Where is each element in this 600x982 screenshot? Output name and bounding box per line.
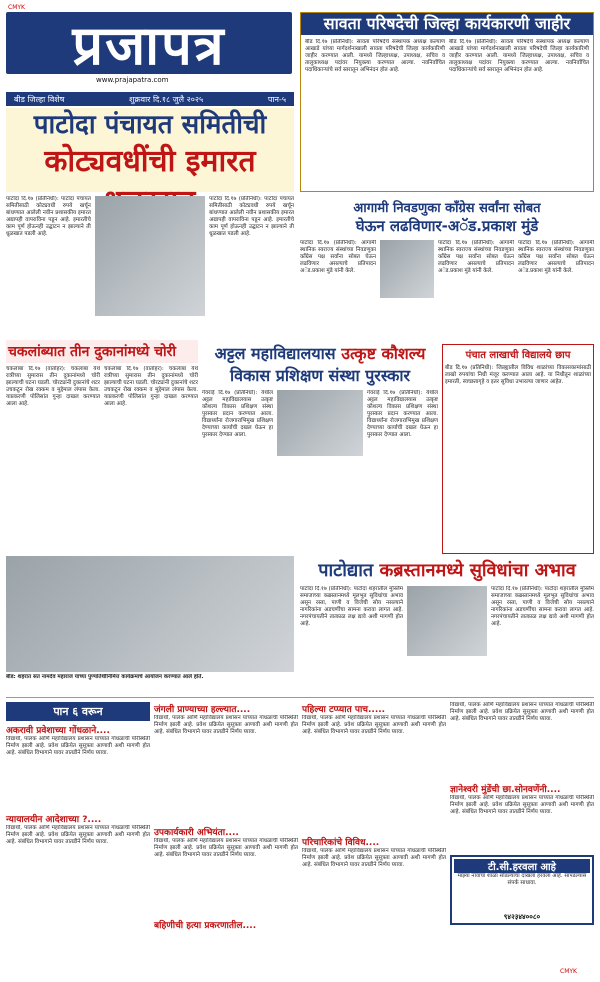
side-box-title: पंचात लाखाची विद्यालये छाप	[465, 350, 571, 361]
story-2	[300, 198, 594, 338]
story-1-body: पाटोदा दि.१७ (प्रतिनिधी): पाटोदा पंचायत समितीसाठी कोट्यवधी रुपये खर्चून बांधण्यात आलेली नवीन प्रशासकीय इमारत अद्यापही वापराविना पडून आहे. इमारतीचे काम पूर्ण होऊनही उद्घाटन न झाल्याने ती धूळखात पडली आहे.	[209, 196, 294, 237]
divider	[6, 697, 594, 698]
story-3-body: चकलांबा दि.१७ (वार्ताहर): चकलांबा येथे रात्रीच्या सुमारास तीन दुकानांमध्ये चोरी झाल्याची घटना घडली. चोरट्यांनी दुकानांचे शटर उचकटून रोख रक्कम व मुद्देमाल लंपास केला. याप्रकरणी पोलिसांत गुन्हा दाखल करण्यात आला आहे.	[6, 366, 100, 407]
continued-body: विद्यार्थी, पालक आणि महाविद्यालय प्रशासन यांच्यात गोंधळाची परिस्थिती निर्माण झाली आहे. प्रवेश प्रक्रियेत सुसूत्रता आणावी अशी मागणी होत आहे. संबंधित विभागाने यावर तातडीने निर्णय घ्यावा.	[302, 715, 446, 735]
continued-body: विद्यार्थी, पालक आणि महाविद्यालय प्रशासन यांच्यात गोंधळाची परिस्थिती निर्माण झाली आहे. प्रवेश प्रक्रियेत सुसूत्रता आणावी अशी मागणी होत आहे. संबंधित विभागाने यावर तातडीने निर्णय घ्यावा.	[6, 736, 150, 756]
continued-body: विद्यार्थी, पालक आणि महाविद्यालय प्रशासन यांच्यात गोंधळाची परिस्थिती निर्माण झाली आहे. प्रवेश प्रक्रियेत सुसूत्रता आणावी अशी मागणी होत आहे. संबंधित विभागाने यावर तातडीने निर्णय घ्यावा.	[450, 795, 594, 815]
side-box-body: बीड दि.१७ (प्रतिनिधी): जिल्ह्यातील विविध शाळांच्या विकासकामांसाठी लाखो रुपयांचा निधी मंजूर करण्यात आला आहे. या निधीतून शाळांच्या इमारती, स्वच्छतागृहे व इतर सुविधा उभारल्या जाणार आहेत.	[445, 365, 591, 385]
ad-phone: ९४२३४४००८०	[503, 913, 541, 921]
headline-1	[6, 108, 294, 192]
continuation-section	[6, 702, 594, 972]
side-box	[442, 344, 594, 554]
top-story-body: बीड दि.१७ (प्रतिनिधी): सावता परिषदेचे संस्थापक अध्यक्ष कल्याण आखाडे यांच्या मार्गदर्शनाखाली सावता परिषदेची जिल्हा कार्यकारिणी जाहीर करण्यात आली. यामध्ये जिल्हाध्यक्ष, उपाध्यक्ष, सचिव व तालुकाध्यक्ष पदांवर नियुक्त्या करण्यात आल्या. नवनिर्वाचित पदाधिकाऱ्यांचे सर्व स्तरातून अभिनंदन होत आहे.	[449, 39, 589, 73]
page-number: पान-५	[267, 94, 286, 104]
classified-ad	[450, 855, 594, 925]
portrait-photo	[380, 240, 434, 298]
ad-title: टी.सी.हरवला आहे	[454, 859, 590, 873]
top-story-title: सावता परिषदेची जिल्हा कार्यकारणी जाहीर	[301, 13, 593, 35]
top-story	[300, 12, 594, 192]
headline-4-b: उत्कृष्ट कौशल्य	[341, 344, 426, 363]
edition-stripe	[6, 92, 294, 106]
continued-body: विद्यार्थी, पालक आणि महाविद्यालय प्रशासन यांच्यात गोंधळाची परिस्थिती निर्माण झाली आहे. प्रवेश प्रक्रियेत सुसूत्रता आणावी अशी मागणी होत आहे. संबंधित विभागाने यावर तातडीने निर्णय घ्यावा.	[302, 848, 446, 868]
headline-5-a: पाटोद्यात	[318, 560, 374, 581]
building-photo	[95, 196, 205, 316]
cmyk-mark: CMYK	[560, 968, 577, 975]
edition-date: शुक्रवार दि.१८ जुलै २०२५	[129, 94, 204, 104]
graveyard-photo	[407, 586, 487, 656]
story-1-body: पाटोदा दि.१७ (प्रतिनिधी): पाटोदा पंचायत समितीसाठी कोट्यवधी रुपये खर्चून बांधण्यात आलेली नवीन प्रशासकीय इमारत अद्यापही वापराविना पडून आहे. इमारतीचे काम पूर्ण होऊनही उद्घाटन न झाल्याने ती धूळखात पडली आहे.	[6, 196, 91, 237]
continued-title-7: परिचारिकांचे विविध....	[302, 838, 380, 848]
story-2-body: पाटोदा दि.१७ (प्रतिनिधी): आगामी स्थानिक स्वराज्य संस्थांच्या निवडणुका काँग्रेस पक्ष सर्वांना सोबत घेऊन लढविणार असल्याचे प्रतिपादन अॅड.प्रकाश मुंडे यांनी केले.	[300, 240, 376, 274]
continued-title-8: ज्ञानेश्वरी मुंडेंची छा.सोनवणेंनी....	[450, 785, 561, 795]
continued-body: विद्यार्थी, पालक आणि महाविद्यालय प्रशासन यांच्यात गोंधळाची परिस्थिती निर्माण झाली आहे. प्रवेश प्रक्रियेत सुसूत्रता आणावी अशी मागणी होत आहे. संबंधित विभागाने यावर तातडीने निर्णय घ्यावा.	[450, 702, 594, 722]
cmyk-mark: CMYK	[8, 4, 25, 11]
website-url[interactable]: www.prajapatra.com	[96, 76, 169, 84]
continued-body: विद्यार्थी, पालक आणि महाविद्यालय प्रशासन यांच्यात गोंधळाची परिस्थिती निर्माण झाली आहे. प्रवेश प्रक्रियेत सुसूत्रता आणावी अशी मागणी होत आहे. संबंधित विभागाने यावर तातडीने निर्णय घ्यावा.	[154, 715, 298, 735]
continued-title-5: बहिणीची हत्या प्रकरणातील....	[154, 921, 257, 931]
headline-4-a: अट्टल महाविद्यालयास	[214, 344, 336, 363]
masthead	[6, 12, 292, 88]
story-5-body: पाटोदा दि.१७ (प्रतिनिधी): पाटोदा शहरातील मुस्लिम समाजाच्या कब्रस्तानमध्ये मूलभूत सुविधांचा अभाव असून रस्ता, पाणी व विजेची सोय नसल्याने नागरिकांना अडचणींचा सामना करावा लागत आहे. नगरपंचायतीने तात्काळ लक्ष द्यावे अशी मागणी होत आहे.	[491, 586, 594, 627]
headline-5-b: कब्रस्तानमध्ये सुविधांचा अभाव	[379, 560, 576, 581]
award-photo	[277, 390, 363, 456]
story-5	[300, 558, 594, 694]
story-2-body: पाटोदा दि.१७ (प्रतिनिधी): आगामी स्थानिक स्वराज्य संस्थांच्या निवडणुका काँग्रेस पक्ष सर्वांना सोबत घेऊन लढविणार असल्याचे प्रतिपादन अॅड.प्रकाश मुंडे यांनी केले.	[438, 240, 514, 274]
story-5-body: पाटोदा दि.१७ (प्रतिनिधी): पाटोदा शहरातील मुस्लिम समाजाच्या कब्रस्तानमध्ये मूलभूत सुविधांचा अभाव असून रस्ता, पाणी व विजेची सोय नसल्याने नागरिकांना अडचणींचा सामना करावा लागत आहे. नगरपंचायतीने तात्काळ लक्ष द्यावे अशी मागणी होत आहे.	[300, 586, 403, 627]
story-1	[6, 196, 294, 336]
headline-1-line2: कोट्यवधींची इमारत	[44, 144, 256, 179]
story-4	[202, 342, 438, 552]
continued-title-4: उपकार्यकारी अभियंता....	[154, 828, 239, 838]
headline-4-line2: विकास प्रशिक्षण संस्था पुरस्कार	[229, 366, 411, 385]
continuation-bar: पान ६ वरून	[6, 702, 150, 721]
headline-1-line1: पाटोदा पंचायत समितीची	[33, 110, 267, 140]
headline-2-line2: घेऊन लढविणार-अॅड.प्रकाश मुंडे	[355, 217, 539, 235]
continued-title-2: न्यायालयीन आदेशाच्या ?....	[6, 815, 102, 825]
continued-body: विद्यार्थी, पालक आणि महाविद्यालय प्रशासन यांच्यात गोंधळाची परिस्थिती निर्माण झाली आहे. प्रवेश प्रक्रियेत सुसूत्रता आणावी अशी मागणी होत आहे. संबंधित विभागाने यावर तातडीने निर्णय घ्यावा.	[154, 838, 298, 858]
story-3	[6, 340, 198, 550]
headline-3-title: चकलांब्यात तीन दुकानांमध्ये चोरी	[6, 340, 198, 363]
headline-2-line1: आगामी निवडणुका काँग्रेस सर्वांना सोबत	[353, 201, 541, 216]
newspaper-logo: प्रजापत्र	[6, 12, 292, 74]
ad-body: माझ्या नावाचा शाळा सोडल्याचा दाखला हरवला आहे. सापडल्यास संपर्क साधावा.	[457, 873, 587, 886]
continued-title-3: जंगली प्राण्याच्या हल्ल्यात....	[154, 705, 251, 715]
photo-caption: बीड: शहरात संत नामदेव महाराज यांच्या पुण्यतिथीनिमित्त कार्यक्रमाचे आयोजन करण्यात आले होते.	[6, 674, 204, 680]
story-4-body: गेवराई दि.१७ (प्रतिनिधी): येथील अट्टल महाविद्यालयास उत्कृष्ट कौशल्य विकास प्रशिक्षण संस्था पुरस्कार प्रदान करण्यात आला. विद्यार्थ्यांना रोजगाराभिमुख प्रशिक्षण देण्याच्या कार्याची दखल घेऊन हा पुरस्कार देण्यात आला.	[367, 390, 438, 438]
story-2-body: पाटोदा दि.१७ (प्रतिनिधी): आगामी स्थानिक स्वराज्य संस्थांच्या निवडणुका काँग्रेस पक्ष सर्वांना सोबत घेऊन लढविणार असल्याचे प्रतिपादन अॅड.प्रकाश मुंडे यांनी केले.	[518, 240, 594, 274]
story-3-body: चकलांबा दि.१७ (वार्ताहर): चकलांबा येथे रात्रीच्या सुमारास तीन दुकानांमध्ये चोरी झाल्याची घटना घडली. चोरट्यांनी दुकानांचे शटर उचकटून रोख रक्कम व मुद्देमाल लंपास केला. याप्रकरणी पोलिसांत गुन्हा दाखल करण्यात आला आहे.	[104, 366, 198, 407]
continued-body: विद्यार्थी, पालक आणि महाविद्यालय प्रशासन यांच्यात गोंधळाची परिस्थिती निर्माण झाली आहे. प्रवेश प्रक्रियेत सुसूत्रता आणावी अशी मागणी होत आहे. संबंधित विभागाने यावर तातडीने निर्णय घ्यावा.	[6, 825, 150, 845]
continued-title-6: पहिल्या टप्प्यात पाच.....	[302, 705, 386, 715]
top-story-body: बीड दि.१७ (प्रतिनिधी): सावता परिषदेचे संस्थापक अध्यक्ष कल्याण आखाडे यांच्या मार्गदर्शनाखाली सावता परिषदेची जिल्हा कार्यकारिणी जाहीर करण्यात आली. यामध्ये जिल्हाध्यक्ष, उपाध्यक्ष, सचिव व तालुकाध्यक्ष पदांवर नियुक्त्या करण्यात आल्या. नवनिर्वाचित पदाधिकाऱ्यांचे सर्व स्तरातून अभिनंदन होत आहे.	[305, 39, 445, 73]
continued-title-1: अकरावी प्रवेशाच्या गोंधळाने....	[6, 726, 110, 736]
edition-label: बीड जिल्हा विशेष	[14, 94, 65, 104]
event-photo	[6, 556, 294, 672]
story-4-body: गेवराई दि.१७ (प्रतिनिधी): येथील अट्टल महाविद्यालयास उत्कृष्ट कौशल्य विकास प्रशिक्षण संस्था पुरस्कार प्रदान करण्यात आला. विद्यार्थ्यांना रोजगाराभिमुख प्रशिक्षण देण्याच्या कार्याची दखल घेऊन हा पुरस्कार देण्यात आला.	[202, 390, 273, 438]
